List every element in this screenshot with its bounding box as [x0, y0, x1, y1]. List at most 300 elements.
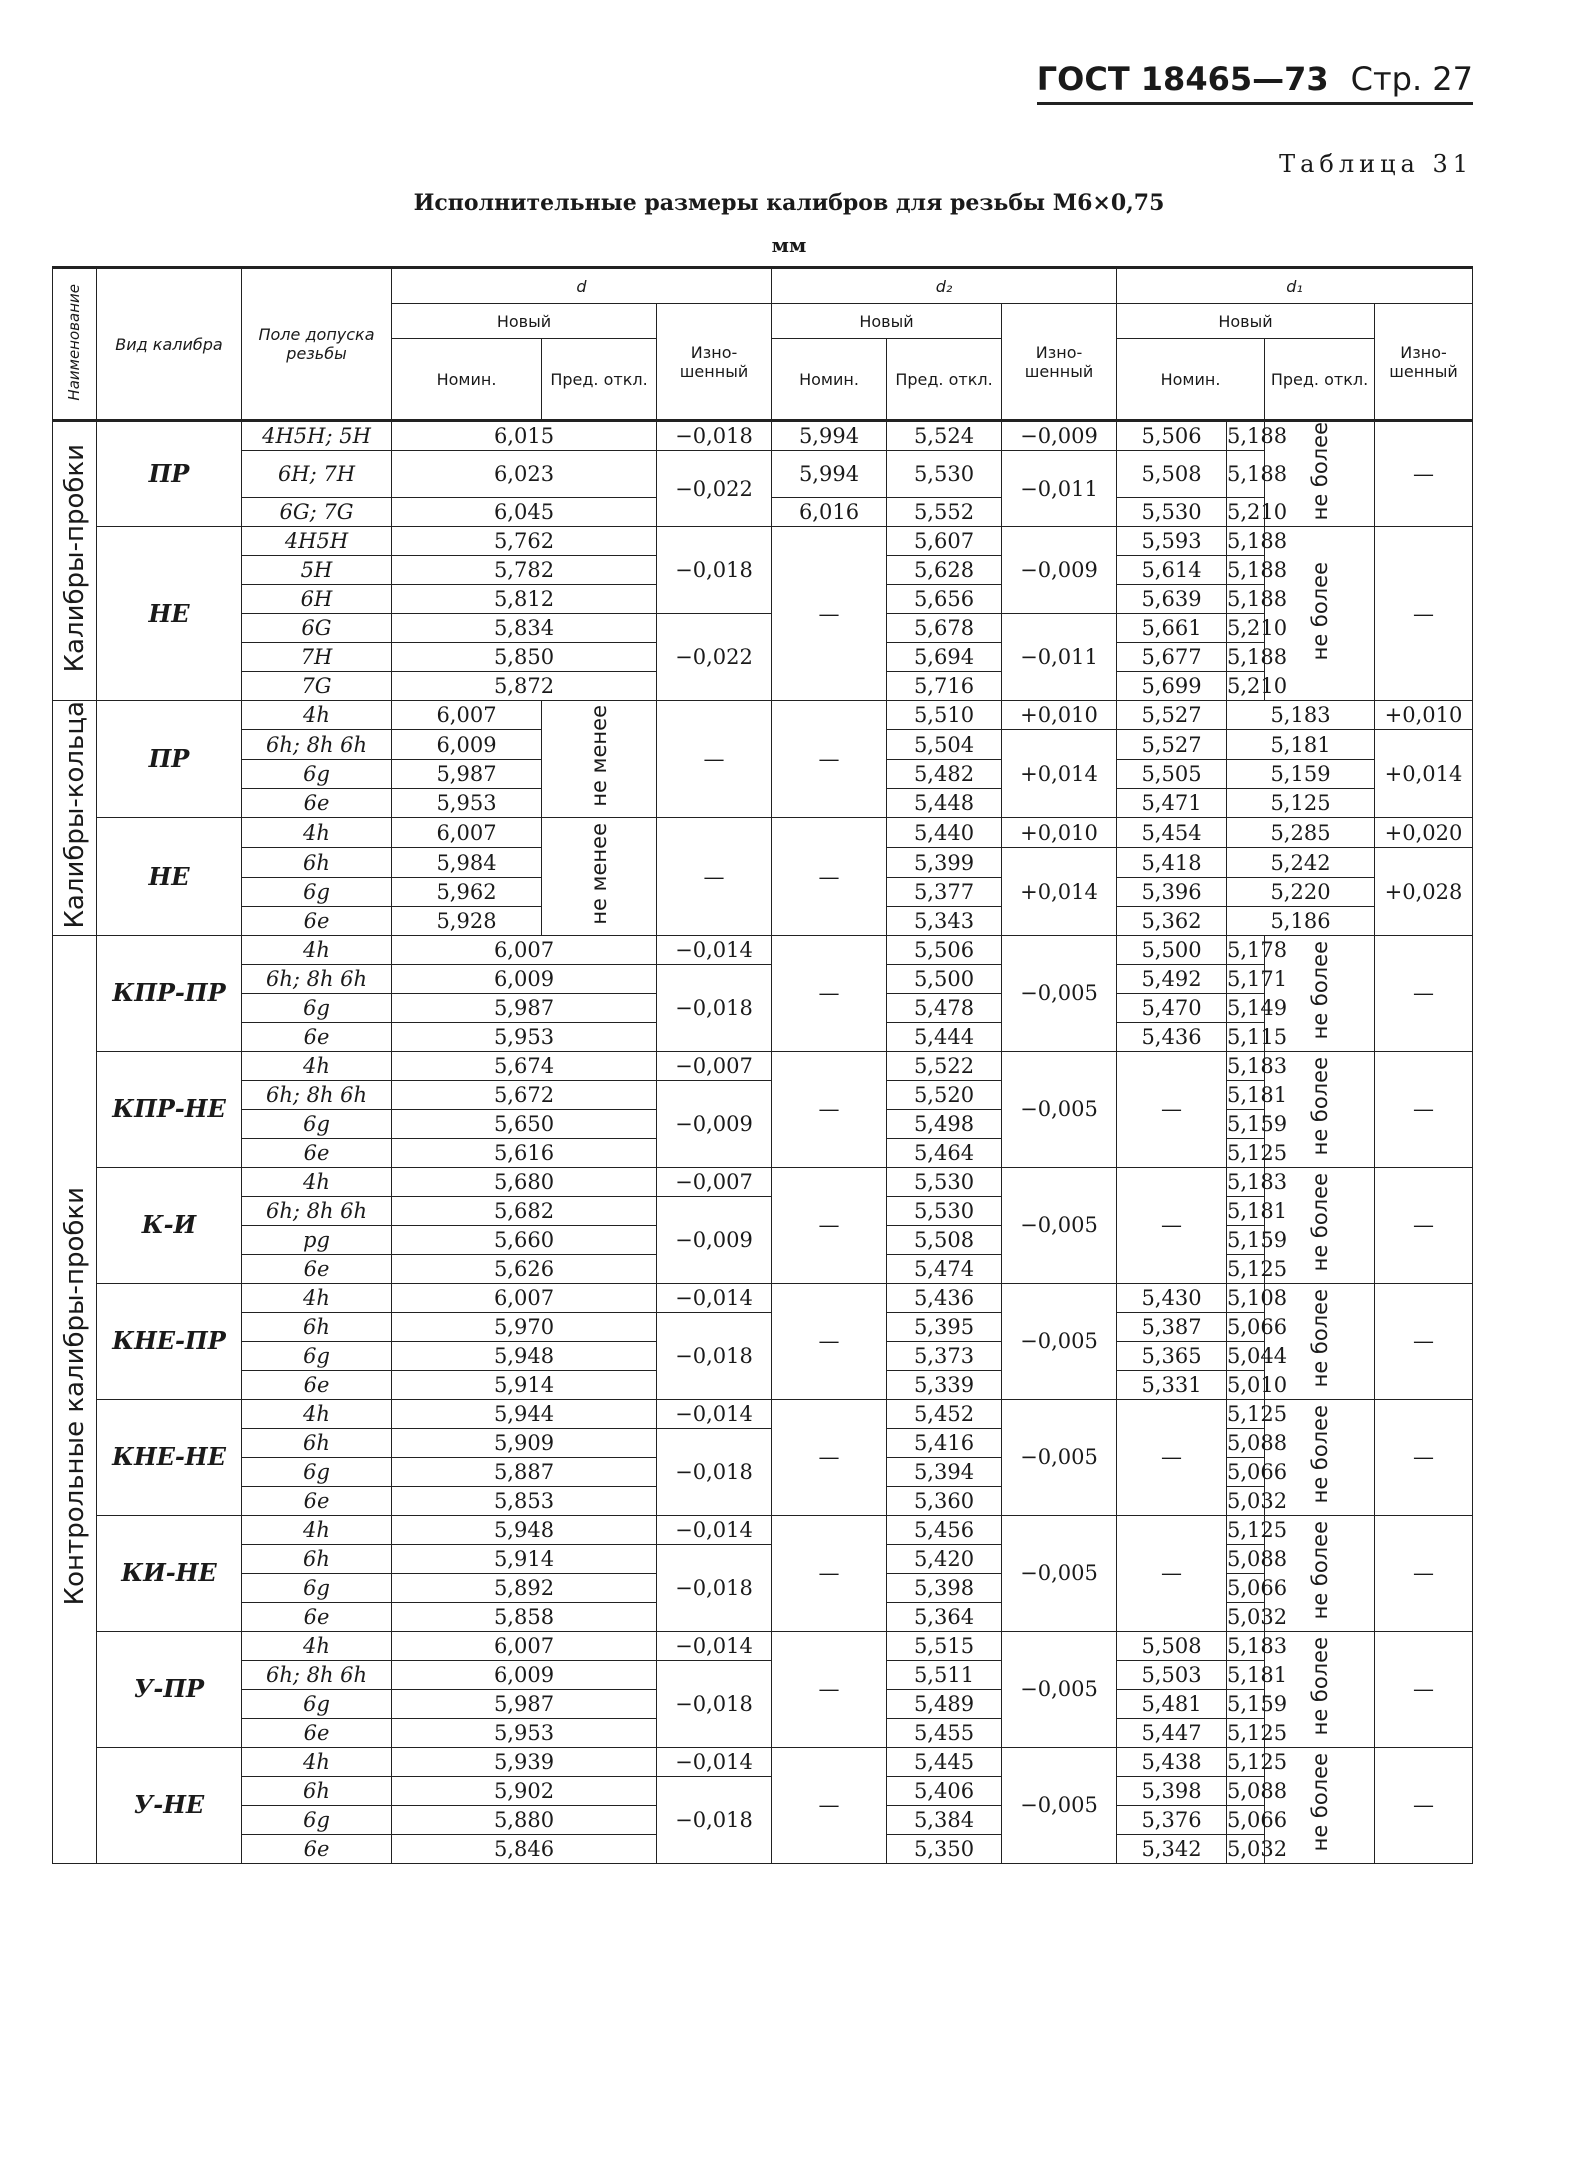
d-min-note-text: не менее [587, 822, 611, 925]
d-deviation: −0,018 [657, 1428, 772, 1515]
col-d2-pred: Пред. откл. [887, 339, 1002, 421]
d-deviation: −0,014 [657, 935, 772, 964]
tolerance-field: 6e [242, 1370, 392, 1399]
d1-deviation: — [1375, 1515, 1473, 1631]
d-nominal: 6,045 [392, 498, 657, 527]
tolerance-field: 6e [242, 1718, 392, 1747]
d1-nominal: 5,125 [1227, 1718, 1265, 1747]
d1-max-note-text: не более [1307, 1521, 1332, 1620]
d2-nominal: 5,377 [887, 877, 1002, 906]
table-row [53, 527, 1473, 556]
d1-deviation: — [1375, 1167, 1473, 1283]
tolerance-field: 6e [242, 1602, 392, 1631]
d-nominal: 5,762 [392, 527, 657, 556]
d-nominal: 5,984 [392, 848, 542, 878]
d-nominal: 5,672 [392, 1080, 657, 1109]
d1-deviation: +0,020 [1375, 818, 1473, 848]
d1-nominal: 5,088 [1227, 1544, 1265, 1573]
d1-deviation: — [1375, 1283, 1473, 1399]
d1-nominal: 5,171 [1227, 964, 1265, 993]
d2-worn: 5,677 [1117, 643, 1227, 672]
d-nominal: 5,970 [392, 1312, 657, 1341]
d-worn: — [772, 1515, 887, 1631]
d-nominal: 5,680 [392, 1167, 657, 1196]
tolerance-field: 6e [242, 1834, 392, 1863]
d-nominal: 5,939 [392, 1747, 657, 1776]
d1-nominal: 5,159 [1227, 1689, 1265, 1718]
tolerance-field: 4h [242, 1515, 392, 1544]
group-label [53, 421, 97, 701]
tolerance-field: 6G [242, 614, 392, 643]
d-deviation: −0,014 [657, 1283, 772, 1312]
d-nominal: 5,682 [392, 1196, 657, 1225]
d2-nominal: 5,350 [887, 1834, 1002, 1863]
d-deviation: −0,009 [657, 1196, 772, 1283]
tolerance-field: 6h [242, 848, 392, 878]
col-vid: Вид калибра [97, 268, 242, 421]
table-row [53, 1167, 1473, 1196]
table-number: Таблица 31 [1279, 150, 1473, 178]
table-row [53, 421, 1473, 451]
col-d2-worn: Изно-шенный [1002, 304, 1117, 421]
d-min-note [542, 818, 657, 936]
tolerance-field: 4h [242, 1747, 392, 1776]
d-nominal: 5,953 [392, 789, 542, 818]
col-d2: d₂ [772, 268, 1117, 304]
d-nominal: 5,948 [392, 1515, 657, 1544]
d2-worn: — [1117, 1515, 1227, 1631]
d2-worn: 5,639 [1117, 585, 1227, 614]
d-nominal: 5,650 [392, 1109, 657, 1138]
d2-nominal: 5,482 [887, 760, 1002, 789]
d-nominal: 5,858 [392, 1602, 657, 1631]
col-d1-worn: Изно-шенный [1375, 304, 1473, 421]
d2-nominal: 5,339 [887, 1370, 1002, 1399]
gauge-kind: ПР [97, 701, 242, 818]
d-nominal: 6,007 [392, 1283, 657, 1312]
d1-nominal: 5,159 [1227, 1225, 1265, 1254]
d1-nominal: 5,066 [1227, 1312, 1265, 1341]
d2-worn: 5,342 [1117, 1834, 1227, 1863]
d2-nominal: 5,364 [887, 1602, 1002, 1631]
tolerance-field: 4h [242, 1051, 392, 1080]
d-nominal: 5,674 [392, 1051, 657, 1080]
d-nominal: 5,944 [392, 1399, 657, 1428]
d1-nominal: 5,066 [1227, 1457, 1265, 1486]
d2-nominal: 5,530 [887, 1167, 1002, 1196]
d-deviation: −0,007 [657, 1051, 772, 1080]
d1-nominal: 5,188 [1227, 585, 1265, 614]
table-row [53, 1399, 1473, 1428]
d1-nominal: 5,186 [1227, 906, 1375, 935]
gauge-kind: У-НЕ [97, 1747, 242, 1863]
d-worn: 5,994 [772, 421, 887, 451]
d2-deviation: −0,009 [1002, 421, 1117, 451]
table-row [53, 1312, 1473, 1341]
d2-nominal: 5,406 [887, 1776, 1002, 1805]
d1-max-note-text: не более [1307, 1753, 1332, 1852]
col-d-new: Новый [392, 304, 657, 339]
d2-worn: 5,699 [1117, 672, 1227, 701]
d-worn: 6,016 [772, 498, 887, 527]
tolerance-field: 4h [242, 701, 392, 730]
tolerance-field: 6g [242, 1805, 392, 1834]
d-worn: — [772, 1399, 887, 1515]
tolerance-field: 6g [242, 877, 392, 906]
d1-max-note-text: не более [1307, 1289, 1332, 1388]
d-nominal: 5,850 [392, 643, 657, 672]
table-row [53, 1747, 1473, 1776]
col-naim: Наименование [53, 268, 97, 421]
d2-nominal: 5,530 [887, 1196, 1002, 1225]
page-header [1037, 60, 1473, 105]
d-deviation: −0,014 [657, 1399, 772, 1428]
d-deviation: — [657, 818, 772, 936]
d2-nominal: 5,448 [887, 789, 1002, 818]
d1-nominal: 5,032 [1227, 1486, 1265, 1515]
d2-worn: 5,500 [1117, 935, 1227, 964]
d-nominal: 5,953 [392, 1718, 657, 1747]
d1-max-note-text: не более [1307, 1173, 1332, 1272]
col-d-nom: Номин. [392, 339, 542, 421]
table-row [53, 964, 1473, 993]
d2-deviation: −0,005 [1002, 935, 1117, 1051]
d2-worn: 5,387 [1117, 1312, 1227, 1341]
d2-worn: 5,396 [1117, 877, 1227, 906]
d-worn: — [772, 1051, 887, 1167]
d2-nominal: 5,456 [887, 1515, 1002, 1544]
d2-nominal: 5,399 [887, 848, 1002, 878]
d2-nominal: 5,360 [887, 1486, 1002, 1515]
d2-worn: 5,362 [1117, 906, 1227, 935]
d2-worn: 5,527 [1117, 730, 1227, 760]
table-body [53, 421, 1473, 1864]
tolerance-field: 6g [242, 1109, 392, 1138]
d2-deviation: −0,005 [1002, 1167, 1117, 1283]
d-nominal: 5,987 [392, 993, 657, 1022]
table-row [53, 935, 1473, 964]
tolerance-field: 6G; 7G [242, 498, 392, 527]
d1-nominal: 5,044 [1227, 1341, 1265, 1370]
gauge-dimensions-table [52, 266, 1473, 1864]
d-worn: — [772, 1283, 887, 1399]
d1-deviation: +0,010 [1375, 701, 1473, 730]
tolerance-field: 5H [242, 556, 392, 585]
d1-nominal: 5,125 [1227, 1747, 1265, 1776]
d1-nominal: 5,125 [1227, 1515, 1265, 1544]
d2-nominal: 5,522 [887, 1051, 1002, 1080]
d2-nominal: 5,515 [887, 1631, 1002, 1660]
d2-worn: — [1117, 1167, 1227, 1283]
group-label-text: Контрольные калибры-пробки [59, 1187, 90, 1606]
gauge-kind: К-И [97, 1167, 242, 1283]
d-nominal: 5,782 [392, 556, 657, 585]
tolerance-field: 6g [242, 993, 392, 1022]
d2-worn: 5,506 [1117, 421, 1227, 451]
gauge-kind: НЕ [97, 818, 242, 936]
d1-max-note-text: не более [1307, 941, 1332, 1040]
tolerance-field: 6h; 8h 6h [242, 1196, 392, 1225]
d1-nominal: 5,285 [1227, 818, 1375, 848]
d-worn: — [772, 818, 887, 936]
tolerance-field: 6e [242, 1138, 392, 1167]
d-deviation: −0,009 [657, 1080, 772, 1167]
d2-deviation: +0,010 [1002, 701, 1117, 730]
d2-nominal: 5,656 [887, 585, 1002, 614]
d-deviation: — [657, 701, 772, 818]
d-nominal: 6,009 [392, 1660, 657, 1689]
tolerance-field: 6g [242, 760, 392, 789]
d1-deviation: — [1375, 935, 1473, 1051]
d1-nominal: 5,149 [1227, 993, 1265, 1022]
tolerance-field: 6g [242, 1573, 392, 1602]
group-label-text: Калибры-кольца [59, 701, 90, 929]
d1-deviation: +0,028 [1375, 848, 1473, 936]
d1-nominal: 5,159 [1227, 1109, 1265, 1138]
d2-deviation: −0,011 [1002, 614, 1117, 701]
d2-worn: 5,376 [1117, 1805, 1227, 1834]
d-nominal: 5,914 [392, 1544, 657, 1573]
d2-nominal: 5,520 [887, 1080, 1002, 1109]
d-worn: — [772, 1631, 887, 1747]
col-d-worn: Изно-шенный [657, 304, 772, 421]
d-nominal: 6,007 [392, 1631, 657, 1660]
d2-worn: 5,418 [1117, 848, 1227, 878]
d1-nominal: 5,183 [1227, 1167, 1265, 1196]
d1-deviation: — [1375, 1051, 1473, 1167]
d2-deviation: −0,005 [1002, 1631, 1117, 1747]
d1-nominal: 5,108 [1227, 1283, 1265, 1312]
gauge-kind: КИ-НЕ [97, 1515, 242, 1631]
d1-deviation: — [1375, 421, 1473, 527]
d2-nominal: 5,510 [887, 701, 1002, 730]
d1-nominal: 5,125 [1227, 789, 1375, 818]
d1-max-note-text: не более [1307, 1637, 1332, 1736]
d2-worn: 5,471 [1117, 789, 1227, 818]
d-min-note-text: не менее [587, 705, 611, 808]
tolerance-field: 6e [242, 789, 392, 818]
d2-worn: 5,527 [1117, 701, 1227, 730]
col-pole: Поле допуска резьбы [242, 268, 392, 421]
d1-deviation: — [1375, 527, 1473, 701]
d-nominal: 5,880 [392, 1805, 657, 1834]
tolerance-field: 6h [242, 1428, 392, 1457]
d-nominal: 6,007 [392, 701, 542, 730]
d1-nominal: 5,210 [1227, 498, 1265, 527]
col-d2-new: Новый [772, 304, 1002, 339]
d1-nominal: 5,188 [1227, 643, 1265, 672]
col-d1-pred: Пред. откл. [1265, 339, 1375, 421]
col-d2-nom: Номин. [772, 339, 887, 421]
d1-nominal: 5,188 [1227, 556, 1265, 585]
d2-deviation: −0,005 [1002, 1515, 1117, 1631]
d2-deviation: −0,005 [1002, 1051, 1117, 1167]
d2-nominal: 5,384 [887, 1805, 1002, 1834]
d-nominal: 5,962 [392, 877, 542, 906]
d2-deviation: −0,005 [1002, 1399, 1117, 1515]
d2-nominal: 5,455 [887, 1718, 1002, 1747]
d-deviation: −0,014 [657, 1515, 772, 1544]
d1-nominal: 5,178 [1227, 935, 1265, 964]
d-nominal: 6,007 [392, 935, 657, 964]
d2-worn: 5,530 [1117, 498, 1227, 527]
tolerance-field: 7G [242, 672, 392, 701]
d-nominal: 5,812 [392, 585, 657, 614]
d2-nominal: 5,489 [887, 1689, 1002, 1718]
table-row [53, 818, 1473, 848]
d1-nominal: 5,183 [1227, 1631, 1265, 1660]
d-worn: — [772, 1167, 887, 1283]
d2-deviation: −0,005 [1002, 1283, 1117, 1399]
gauge-kind: У-ПР [97, 1631, 242, 1747]
table-row [53, 451, 1473, 498]
tolerance-field: 6h; 8h 6h [242, 730, 392, 760]
d2-worn: 5,436 [1117, 1022, 1227, 1051]
tolerance-field: 6H [242, 585, 392, 614]
d1-nominal: 5,010 [1227, 1370, 1265, 1399]
d2-deviation: +0,014 [1002, 848, 1117, 936]
d-worn: — [772, 701, 887, 818]
d1-nominal: 5,220 [1227, 877, 1375, 906]
d-nominal: 5,902 [392, 1776, 657, 1805]
d-worn: 5,994 [772, 451, 887, 498]
gauge-kind: КПР-ПР [97, 935, 242, 1051]
d1-nominal: 5,181 [1227, 730, 1375, 760]
d2-nominal: 5,373 [887, 1341, 1002, 1370]
d2-nominal: 5,716 [887, 672, 1002, 701]
d2-worn: 5,505 [1117, 760, 1227, 789]
tolerance-field: 6h; 8h 6h [242, 964, 392, 993]
tolerance-field: 6h [242, 1776, 392, 1805]
group-label [53, 701, 97, 936]
d-nominal: 5,909 [392, 1428, 657, 1457]
d1-nominal: 5,181 [1227, 1080, 1265, 1109]
d1-max-note-text: не более [1307, 561, 1332, 661]
page-number: Стр. 27 [1350, 60, 1473, 98]
d1-nominal: 5,088 [1227, 1428, 1265, 1457]
table-caption: Исполнительные размеры калибров для резьбы М6×0,75 [413, 190, 1165, 216]
d2-nominal: 5,511 [887, 1660, 1002, 1689]
tolerance-field: 6g [242, 1457, 392, 1486]
units-label: мм [771, 233, 807, 257]
tolerance-field: 6h; 8h 6h [242, 1080, 392, 1109]
d1-nominal: 5,183 [1227, 701, 1375, 730]
group-label-text: Калибры-пробки [59, 443, 90, 673]
d2-deviation: −0,005 [1002, 1747, 1117, 1863]
d2-worn: 5,331 [1117, 1370, 1227, 1399]
d2-worn: 5,492 [1117, 964, 1227, 993]
d1-deviation: — [1375, 1747, 1473, 1863]
tolerance-field: 4h [242, 818, 392, 848]
d2-worn: 5,593 [1117, 527, 1227, 556]
d1-nominal: 5,125 [1227, 1138, 1265, 1167]
d-nominal: 5,987 [392, 1689, 657, 1718]
d1-deviation: — [1375, 1399, 1473, 1515]
d2-nominal: 5,436 [887, 1283, 1002, 1312]
d2-nominal: 5,398 [887, 1573, 1002, 1602]
d2-worn: 5,508 [1117, 451, 1227, 498]
d2-nominal: 5,444 [887, 1022, 1002, 1051]
d-deviation: −0,018 [657, 421, 772, 451]
d2-deviation: −0,009 [1002, 527, 1117, 614]
d-nominal: 5,872 [392, 672, 657, 701]
col-d1-nom: Номин. [1117, 339, 1265, 421]
d2-worn: 5,365 [1117, 1341, 1227, 1370]
d2-nominal: 5,678 [887, 614, 1002, 643]
d2-nominal: 5,452 [887, 1399, 1002, 1428]
d2-nominal: 5,498 [887, 1109, 1002, 1138]
d2-nominal: 5,445 [887, 1747, 1002, 1776]
d-deviation: −0,018 [657, 1660, 772, 1747]
table-row [53, 1660, 1473, 1689]
d2-nominal: 5,628 [887, 556, 1002, 585]
d2-worn: 5,438 [1117, 1747, 1227, 1776]
d1-nominal: 5,125 [1227, 1399, 1265, 1428]
d-deviation: −0,014 [657, 1631, 772, 1660]
table-row [53, 701, 1473, 730]
d2-worn: 5,454 [1117, 818, 1227, 848]
col-d-pred: Пред. откл. [542, 339, 657, 421]
table-row [53, 1283, 1473, 1312]
d1-nominal: 5,188 [1227, 421, 1265, 451]
d2-nominal: 5,474 [887, 1254, 1002, 1283]
table-row [53, 1080, 1473, 1109]
d2-worn: 5,481 [1117, 1689, 1227, 1718]
d-nominal: 5,987 [392, 760, 542, 789]
tolerance-field: 4h [242, 1283, 392, 1312]
d-nominal: 6,009 [392, 730, 542, 760]
tolerance-field: 6h [242, 1544, 392, 1573]
d2-deviation: −0,011 [1002, 451, 1117, 527]
d1-nominal: 5,242 [1227, 848, 1375, 878]
tolerance-field: 6g [242, 1689, 392, 1718]
tolerance-field: 6h [242, 1312, 392, 1341]
standard-number: ГОСТ 18465—73 [1036, 60, 1329, 98]
d-min-note [542, 701, 657, 818]
d1-nominal: 5,032 [1227, 1602, 1265, 1631]
table-row [53, 1776, 1473, 1805]
d-worn: — [772, 1747, 887, 1863]
d2-deviation: +0,010 [1002, 818, 1117, 848]
d-nominal: 6,023 [392, 451, 657, 498]
d-nominal: 5,914 [392, 1370, 657, 1399]
table-row [53, 1631, 1473, 1660]
tolerance-field: 4H5H [242, 527, 392, 556]
gauge-kind: ПР [97, 421, 242, 527]
col-d: d [392, 268, 772, 304]
d1-max-note-text: не более [1307, 1057, 1332, 1156]
d2-nominal: 5,420 [887, 1544, 1002, 1573]
d1-nominal: 5,188 [1227, 527, 1265, 556]
d-worn: — [772, 527, 887, 701]
group-label [53, 935, 97, 1863]
d2-nominal: 5,506 [887, 935, 1002, 964]
d1-deviation: +0,014 [1375, 730, 1473, 818]
d2-worn: 5,508 [1117, 1631, 1227, 1660]
d-deviation: −0,018 [657, 964, 772, 1051]
d1-nominal: 5,032 [1227, 1834, 1265, 1863]
table-row [53, 1515, 1473, 1544]
d1-nominal: 5,088 [1227, 1776, 1265, 1805]
table-row [53, 1051, 1473, 1080]
d2-worn: 5,398 [1117, 1776, 1227, 1805]
tolerance-field: 7H [242, 643, 392, 672]
d-deviation: −0,007 [657, 1167, 772, 1196]
d2-worn: 5,614 [1117, 556, 1227, 585]
d-nominal: 5,660 [392, 1225, 657, 1254]
d1-nominal: 5,159 [1227, 760, 1375, 789]
d2-nominal: 5,530 [887, 451, 1002, 498]
